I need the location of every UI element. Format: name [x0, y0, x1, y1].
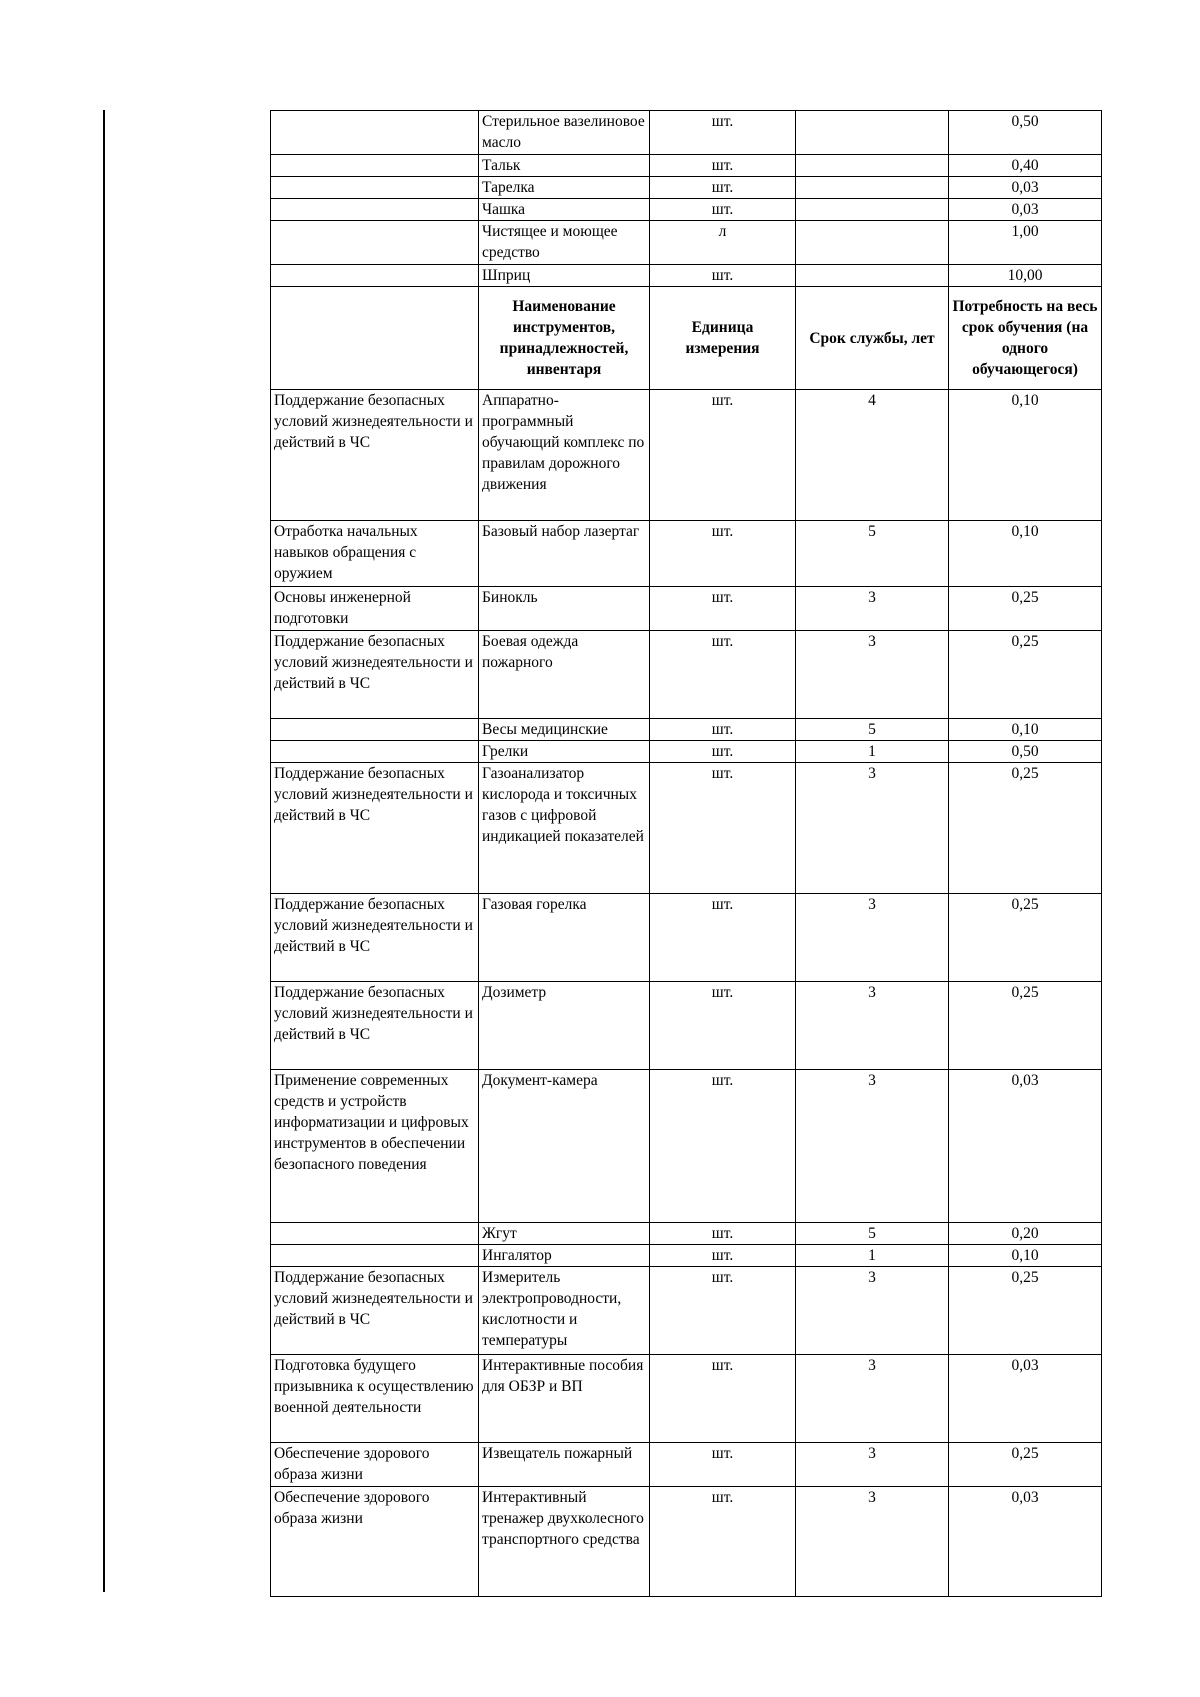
- item-name-cell: Аппаратно-программный обучающий комплекс по правилам дорожного движения: [479, 390, 650, 521]
- item-name-cell: Тальк: [479, 155, 650, 177]
- section-cell: Поддержание безопасных условий жизнедеятельности и действий в ЧС: [271, 982, 479, 1070]
- item-name-cell: Чистящее и моющее средство: [479, 221, 650, 265]
- table-row: [271, 199, 1102, 221]
- table-row: [271, 111, 1102, 155]
- quantity-cell: 0,25: [949, 982, 1102, 1070]
- header-need: Потребность на весь срок обучения (на одного обучающегося): [949, 287, 1102, 390]
- unit-cell: шт.: [650, 111, 796, 155]
- section-cell: Обеспечение здорового образа жизни: [271, 1443, 479, 1487]
- unit-cell: шт.: [650, 763, 796, 894]
- item-name-cell: Грелки: [479, 741, 650, 763]
- header-section-cell: [271, 287, 479, 390]
- quantity-cell: 0,10: [949, 521, 1102, 587]
- service-life-cell: 3: [796, 1443, 949, 1487]
- service-life-cell: [796, 111, 949, 155]
- table-row: [271, 1443, 1102, 1487]
- unit-cell: шт.: [650, 390, 796, 521]
- item-name-cell: Чашка: [479, 199, 650, 221]
- section-cell: Поддержание безопасных условий жизнедеятельности и действий в ЧС: [271, 390, 479, 521]
- section-cell: [271, 741, 479, 763]
- item-name-cell: Жгут: [479, 1223, 650, 1245]
- service-life-cell: 3: [796, 763, 949, 894]
- service-life-cell: 4: [796, 390, 949, 521]
- table-row: [271, 1245, 1102, 1267]
- table-row: [271, 719, 1102, 741]
- unit-cell: л: [650, 221, 796, 265]
- left-margin-line: [103, 110, 105, 1592]
- quantity-cell: 0,10: [949, 1245, 1102, 1267]
- quantity-cell: 0,25: [949, 1267, 1102, 1355]
- quantity-cell: 0,03: [949, 1355, 1102, 1443]
- quantity-cell: 1,00: [949, 221, 1102, 265]
- item-name-cell: Тарелка: [479, 177, 650, 199]
- quantity-cell: 0,03: [949, 1487, 1102, 1597]
- unit-cell: шт.: [650, 719, 796, 741]
- table-row: [271, 390, 1102, 521]
- unit-cell: шт.: [650, 1487, 796, 1597]
- section-cell: [271, 199, 479, 221]
- section-cell: Поддержание безопасных условий жизнедеятельности и действий в ЧС: [271, 894, 479, 982]
- table-row: [271, 155, 1102, 177]
- section-cell: Поддержание безопасных условий жизнедеятельности и действий в ЧС: [271, 1267, 479, 1355]
- unit-cell: шт.: [650, 199, 796, 221]
- item-name-cell: Извещатель пожарный: [479, 1443, 650, 1487]
- unit-cell: шт.: [650, 1245, 796, 1267]
- service-life-cell: 1: [796, 741, 949, 763]
- unit-cell: шт.: [650, 177, 796, 199]
- unit-cell: шт.: [650, 631, 796, 719]
- service-life-cell: 5: [796, 1223, 949, 1245]
- service-life-cell: 1: [796, 1245, 949, 1267]
- quantity-cell: 0,20: [949, 1223, 1102, 1245]
- item-name-cell: Шприц: [479, 265, 650, 287]
- item-name-cell: Газоанализатор кислорода и токсичных газов с цифровой индикацией показателей: [479, 763, 650, 894]
- quantity-cell: 0,25: [949, 763, 1102, 894]
- item-name-cell: Интерактивные пособия для ОБЗР и ВП: [479, 1355, 650, 1443]
- item-name-cell: Боевая одежда пожарного: [479, 631, 650, 719]
- quantity-cell: 0,40: [949, 155, 1102, 177]
- section-cell: [271, 719, 479, 741]
- unit-cell: шт.: [650, 265, 796, 287]
- table-row: [271, 1223, 1102, 1245]
- table-body-main: [271, 390, 1102, 1597]
- table-row: [271, 587, 1102, 631]
- item-name-cell: Весы медицинские: [479, 719, 650, 741]
- unit-cell: шт.: [650, 587, 796, 631]
- service-life-cell: 3: [796, 894, 949, 982]
- item-name-cell: Стерильное вазелиновое масло: [479, 111, 650, 155]
- quantity-cell: 0,25: [949, 587, 1102, 631]
- unit-cell: шт.: [650, 1070, 796, 1223]
- quantity-cell: 0,50: [949, 111, 1102, 155]
- service-life-cell: 3: [796, 1267, 949, 1355]
- unit-cell: шт.: [650, 521, 796, 587]
- quantity-cell: 0,25: [949, 1443, 1102, 1487]
- section-cell: Поддержание безопасных условий жизнедеятельности и действий в ЧС: [271, 763, 479, 894]
- service-life-cell: 3: [796, 1355, 949, 1443]
- service-life-cell: 5: [796, 521, 949, 587]
- header-name: Наименование инструментов, принадлежностей, инвентаря: [479, 287, 650, 390]
- quantity-cell: 0,25: [949, 894, 1102, 982]
- section-cell: Основы инженерной подготовки: [271, 587, 479, 631]
- header-unit: Единица измерения: [650, 287, 796, 390]
- unit-cell: шт.: [650, 982, 796, 1070]
- section-cell: [271, 265, 479, 287]
- service-life-cell: [796, 265, 949, 287]
- item-name-cell: Ингалятор: [479, 1245, 650, 1267]
- table-row: [271, 1355, 1102, 1443]
- table-row: [271, 521, 1102, 587]
- quantity-cell: 0,03: [949, 199, 1102, 221]
- service-life-cell: 3: [796, 1487, 949, 1597]
- section-cell: Отработка начальных навыков обращения с оружием: [271, 521, 479, 587]
- section-cell: [271, 155, 479, 177]
- service-life-cell: [796, 221, 949, 265]
- unit-cell: шт.: [650, 1267, 796, 1355]
- quantity-cell: 10,00: [949, 265, 1102, 287]
- table-row: [271, 1267, 1102, 1355]
- quantity-cell: 0,03: [949, 1070, 1102, 1223]
- section-cell: [271, 1223, 479, 1245]
- equipment-table: [270, 110, 1102, 1597]
- table-body-top: [271, 111, 1102, 287]
- item-name-cell: Измеритель электропроводности, кислотности и температуры: [479, 1267, 650, 1355]
- quantity-cell: 0,10: [949, 719, 1102, 741]
- service-life-cell: [796, 155, 949, 177]
- table-row: [271, 894, 1102, 982]
- section-cell: [271, 177, 479, 199]
- service-life-cell: 3: [796, 587, 949, 631]
- section-cell: [271, 221, 479, 265]
- table-row: [271, 631, 1102, 719]
- quantity-cell: 0,03: [949, 177, 1102, 199]
- unit-cell: шт.: [650, 155, 796, 177]
- service-life-cell: 3: [796, 982, 949, 1070]
- header-row: [271, 287, 1102, 390]
- table-header: [271, 287, 1102, 390]
- item-name-cell: Бинокль: [479, 587, 650, 631]
- quantity-cell: 0,25: [949, 631, 1102, 719]
- table-row: [271, 265, 1102, 287]
- section-cell: Поддержание безопасных условий жизнедеятельности и действий в ЧС: [271, 631, 479, 719]
- header-life: Срок службы, лет: [796, 287, 949, 390]
- table-row: [271, 982, 1102, 1070]
- unit-cell: шт.: [650, 741, 796, 763]
- item-name-cell: Базовый набор лазертаг: [479, 521, 650, 587]
- table-row: [271, 177, 1102, 199]
- item-name-cell: Интерактивный тренажер двухколесного транспортного средства: [479, 1487, 650, 1597]
- table-row: [271, 1070, 1102, 1223]
- table-row: [271, 763, 1102, 894]
- table-row: [271, 1487, 1102, 1597]
- section-cell: Применение современных средств и устройств информатизации и цифровых инструментов в обеспечении безопасного поведения: [271, 1070, 479, 1223]
- table-row: [271, 221, 1102, 265]
- section-cell: Обеспечение здорового образа жизни: [271, 1487, 479, 1597]
- unit-cell: шт.: [650, 1443, 796, 1487]
- table-row: [271, 741, 1102, 763]
- item-name-cell: Документ-камера: [479, 1070, 650, 1223]
- unit-cell: шт.: [650, 894, 796, 982]
- section-cell: [271, 111, 479, 155]
- unit-cell: шт.: [650, 1355, 796, 1443]
- quantity-cell: 0,50: [949, 741, 1102, 763]
- unit-cell: шт.: [650, 1223, 796, 1245]
- service-life-cell: [796, 177, 949, 199]
- service-life-cell: [796, 199, 949, 221]
- item-name-cell: Газовая горелка: [479, 894, 650, 982]
- service-life-cell: 5: [796, 719, 949, 741]
- item-name-cell: Дозиметр: [479, 982, 650, 1070]
- service-life-cell: 3: [796, 1070, 949, 1223]
- section-cell: Подготовка будущего призывника к осуществлению военной деятельности: [271, 1355, 479, 1443]
- service-life-cell: 3: [796, 631, 949, 719]
- quantity-cell: 0,10: [949, 390, 1102, 521]
- section-cell: [271, 1245, 479, 1267]
